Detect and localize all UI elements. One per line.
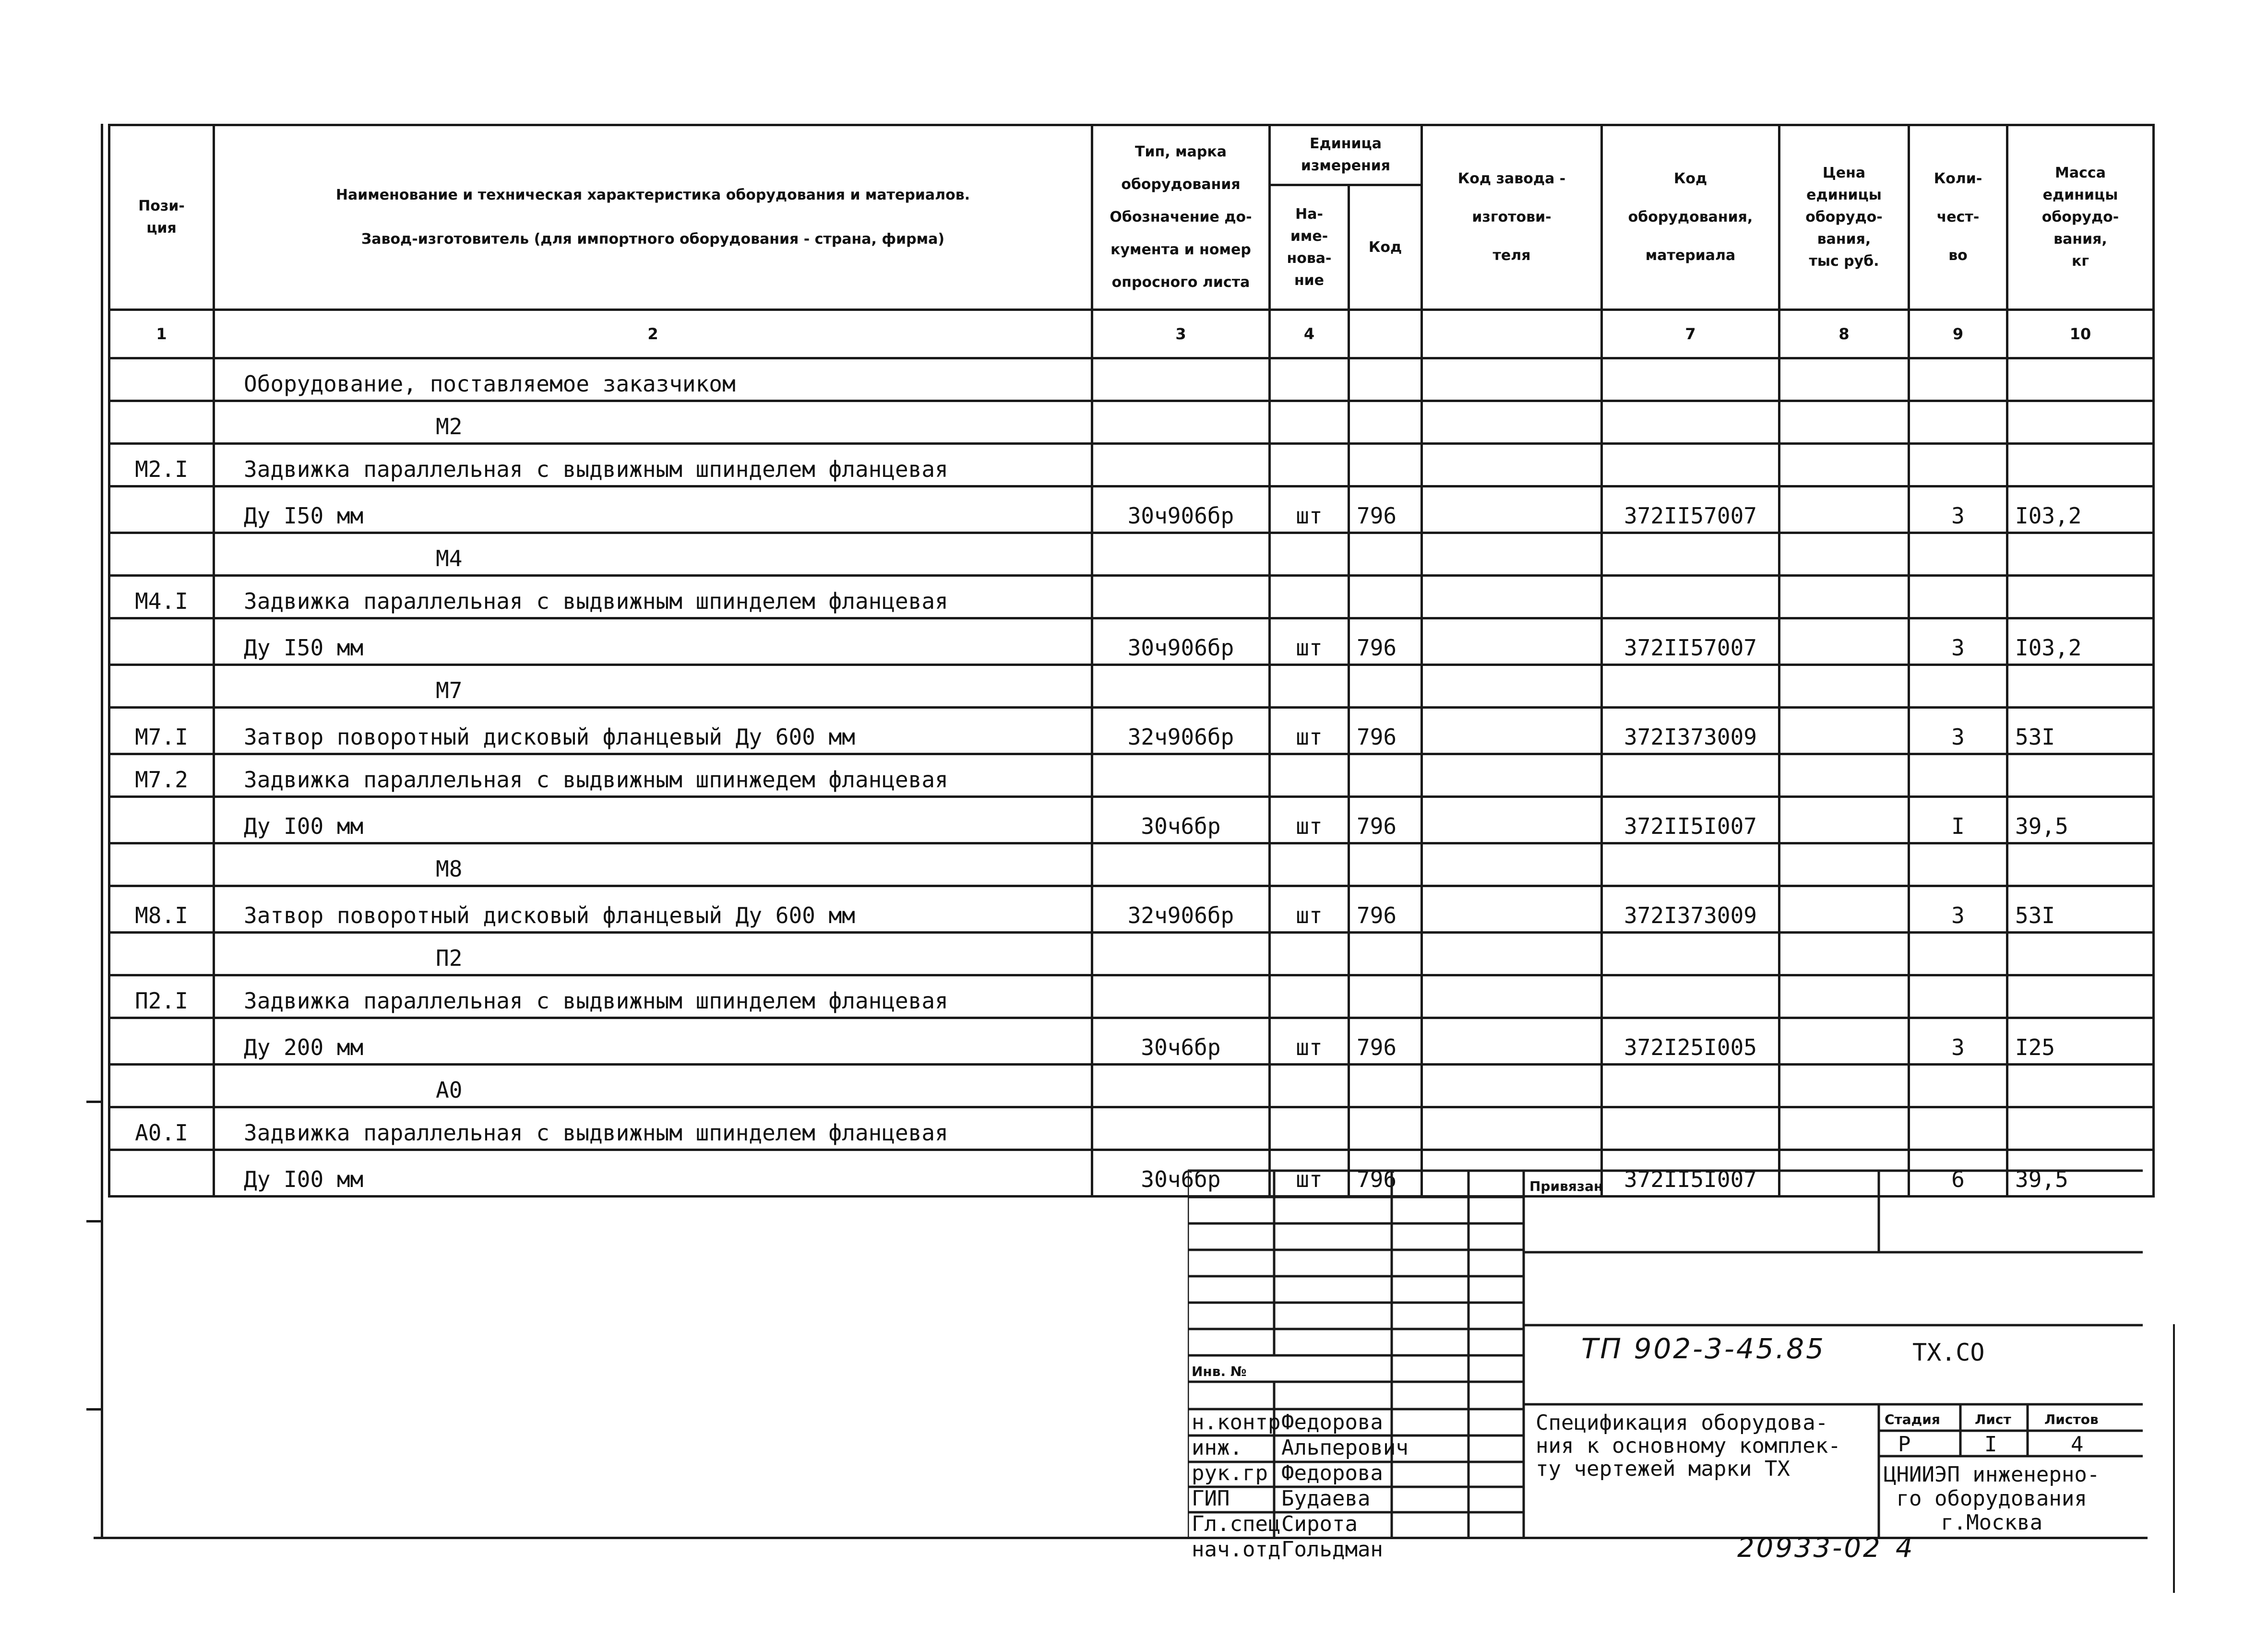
cell-pos bbox=[109, 933, 214, 975]
cell-plant bbox=[1422, 754, 1602, 797]
cell-unit bbox=[1270, 665, 1349, 708]
cell-mass bbox=[2007, 975, 2154, 1018]
privyazan-label: Привязан bbox=[1529, 1178, 1603, 1194]
cell-code bbox=[1349, 576, 1422, 618]
cell-mass: 39,5 bbox=[2007, 1150, 2154, 1197]
cell-unit bbox=[1270, 533, 1349, 576]
cell-unit bbox=[1270, 843, 1349, 886]
cell-mass bbox=[2007, 401, 2154, 444]
cell-price bbox=[1779, 576, 1909, 618]
signer-name: Федорова bbox=[1281, 1461, 1383, 1485]
cell-equip-code: 372II57007 bbox=[1602, 486, 1779, 533]
cell-pos: М7.I bbox=[109, 708, 214, 754]
sheets-value: 4 bbox=[2071, 1432, 2084, 1457]
cell-type bbox=[1092, 1065, 1270, 1107]
header-name: Наименование и техническая характеристика оборудования и материалов. Завод-изготовитель (для импортного оборудования - страна, фирма) bbox=[214, 125, 1092, 310]
cell-pos bbox=[109, 618, 214, 665]
cell-price bbox=[1779, 618, 1909, 665]
cell-mass bbox=[2007, 1065, 2154, 1107]
signer-role: Гл.спец bbox=[1192, 1512, 1281, 1536]
cell-code bbox=[1349, 975, 1422, 1018]
cell-price bbox=[1779, 533, 1909, 576]
cell-name: Ду I00 мм bbox=[214, 1150, 1092, 1197]
column-number: 1 bbox=[109, 310, 214, 358]
table-row bbox=[109, 843, 2154, 886]
cell-unit: шт bbox=[1270, 1018, 1349, 1065]
cell-pos bbox=[109, 533, 214, 576]
cell-pos bbox=[109, 401, 214, 444]
margin-tick bbox=[86, 1408, 103, 1411]
cell-pos: М8.I bbox=[109, 886, 214, 933]
column-number bbox=[1422, 310, 1602, 358]
cell-unit bbox=[1270, 1065, 1349, 1107]
signer-name: Альперович bbox=[1281, 1435, 1409, 1460]
group-label: М4 bbox=[214, 533, 1092, 576]
cell-type: 30ч6бр bbox=[1092, 1018, 1270, 1065]
cell-mass bbox=[2007, 576, 2154, 618]
cell-qty bbox=[1909, 533, 2007, 576]
cell-code bbox=[1349, 533, 1422, 576]
column-number: 10 bbox=[2007, 310, 2154, 358]
cell-qty: 3 bbox=[1909, 886, 2007, 933]
table-row bbox=[109, 933, 2154, 975]
organization-name: ЦНИИЭП инженерно- го оборудования г.Москва bbox=[1884, 1462, 2100, 1535]
cell-type bbox=[1092, 401, 1270, 444]
cell-unit bbox=[1270, 576, 1349, 618]
table-row bbox=[109, 886, 2154, 933]
cell-name: Затвор поворотный дисковый фланцевый Ду 600 мм bbox=[214, 708, 1092, 754]
cell-name: Ду I50 мм bbox=[214, 618, 1092, 665]
cell-price bbox=[1779, 358, 1909, 401]
column-number: 7 bbox=[1602, 310, 1779, 358]
cell-plant bbox=[1422, 843, 1602, 886]
column-number: 2 bbox=[214, 310, 1092, 358]
signer-role: ГИП bbox=[1192, 1486, 1230, 1511]
document-number: ТП 902-3-45.85 bbox=[1581, 1332, 1826, 1365]
cell-qty bbox=[1909, 576, 2007, 618]
cell-code: 796 bbox=[1349, 797, 1422, 843]
cell-pos bbox=[109, 797, 214, 843]
table-row bbox=[109, 618, 2154, 665]
column-number: 8 bbox=[1779, 310, 1909, 358]
header-plant-code: Код завода - изготови- теля bbox=[1422, 125, 1602, 310]
cell-pos bbox=[109, 1065, 214, 1107]
cell-mass: I03,2 bbox=[2007, 486, 2154, 533]
signer-role: н.контр bbox=[1192, 1410, 1281, 1435]
cell-code bbox=[1349, 933, 1422, 975]
cell-name: Задвижка параллельная с выдвижным шпинжедем фланцевая bbox=[214, 754, 1092, 797]
cell-unit: шт bbox=[1270, 797, 1349, 843]
cell-mass bbox=[2007, 665, 2154, 708]
cell-plant bbox=[1422, 618, 1602, 665]
cell-qty: 3 bbox=[1909, 708, 2007, 754]
cell-unit: шт bbox=[1270, 708, 1349, 754]
document-code: ТХ.СО bbox=[1912, 1339, 1985, 1366]
sheets-label: Листов bbox=[2044, 1412, 2099, 1427]
cell-mass bbox=[2007, 358, 2154, 401]
cell-code bbox=[1349, 1107, 1422, 1150]
column-number: 4 bbox=[1270, 310, 1349, 358]
cell-price bbox=[1779, 843, 1909, 886]
cell-pos: М7.2 bbox=[109, 754, 214, 797]
cell-pos: П2.I bbox=[109, 975, 214, 1018]
cell-equip-code bbox=[1602, 975, 1779, 1018]
cell-mass bbox=[2007, 444, 2154, 486]
cell-code: 796 bbox=[1349, 618, 1422, 665]
cell-code bbox=[1349, 843, 1422, 886]
column-number bbox=[1349, 310, 1422, 358]
cell-qty bbox=[1909, 444, 2007, 486]
cell-unit bbox=[1270, 1107, 1349, 1150]
cell-equip-code bbox=[1602, 1107, 1779, 1150]
cell-price bbox=[1779, 1107, 1909, 1150]
cell-price bbox=[1779, 708, 1909, 754]
cell-type: 30ч906бр bbox=[1092, 618, 1270, 665]
cell-mass bbox=[2007, 1107, 2154, 1150]
cell-code: 796 bbox=[1349, 486, 1422, 533]
cell-pos: А0.I bbox=[109, 1107, 214, 1150]
cell-name: Ду 200 мм bbox=[214, 1018, 1092, 1065]
header-quantity: Коли- чест- во bbox=[1909, 125, 2007, 310]
cell-mass: I03,2 bbox=[2007, 618, 2154, 665]
cell-name: Оборудование, поставляемое заказчиком bbox=[214, 358, 1092, 401]
cell-price bbox=[1779, 444, 1909, 486]
cell-equip-code: 372I25I005 bbox=[1602, 1018, 1779, 1065]
cell-pos: М4.I bbox=[109, 576, 214, 618]
table-row bbox=[109, 797, 2154, 843]
cell-type: 32ч906бр bbox=[1092, 886, 1270, 933]
header-equipment-code: Код оборудования, материала bbox=[1602, 125, 1779, 310]
cell-name: Задвижка параллельная с выдвижным шпинделем фланцевая bbox=[214, 975, 1092, 1018]
cell-qty bbox=[1909, 754, 2007, 797]
cell-plant bbox=[1422, 797, 1602, 843]
cell-mass bbox=[2007, 754, 2154, 797]
cell-qty bbox=[1909, 1065, 2007, 1107]
cell-unit bbox=[1270, 401, 1349, 444]
cell-pos bbox=[109, 1150, 214, 1197]
cell-unit: шт bbox=[1270, 618, 1349, 665]
cell-plant bbox=[1422, 708, 1602, 754]
signer-name: Федорова bbox=[1281, 1410, 1383, 1435]
cell-equip-code bbox=[1602, 1065, 1779, 1107]
cell-unit: шт bbox=[1270, 1150, 1349, 1197]
cell-plant bbox=[1422, 975, 1602, 1018]
signer-role: инж. bbox=[1192, 1435, 1242, 1460]
cell-mass: 39,5 bbox=[2007, 797, 2154, 843]
cell-equip-code: 372II57007 bbox=[1602, 618, 1779, 665]
cell-unit bbox=[1270, 358, 1349, 401]
cell-mass: 53I bbox=[2007, 708, 2154, 754]
signer-role: нач.отд bbox=[1192, 1537, 1281, 1562]
archive-number: 20933-02 bbox=[1737, 1532, 1882, 1564]
header-type: Тип, марка оборудования Обозначение до- кумента и номер опросного листа bbox=[1092, 125, 1270, 310]
cell-name: Затвор поворотный дисковый фланцевый Ду 600 мм bbox=[214, 886, 1092, 933]
cell-mass bbox=[2007, 533, 2154, 576]
cell-pos: М2.I bbox=[109, 444, 214, 486]
cell-code: 796 bbox=[1349, 708, 1422, 754]
cell-price bbox=[1779, 754, 1909, 797]
cell-type: 32ч906бр bbox=[1092, 708, 1270, 754]
cell-qty bbox=[1909, 975, 2007, 1018]
document-description: Спецификация оборудова- ния к основному комплек- ту чертежей марки ТХ bbox=[1536, 1411, 1841, 1481]
column-number: 9 bbox=[1909, 310, 2007, 358]
page-number: 4 bbox=[1896, 1532, 1915, 1564]
table-row bbox=[109, 975, 2154, 1018]
cell-unit bbox=[1270, 975, 1349, 1018]
column-numbers-row bbox=[109, 310, 2154, 358]
cell-plant bbox=[1422, 486, 1602, 533]
header-unit-code: Код bbox=[1349, 185, 1422, 310]
header-unit-group: Единица измерения bbox=[1270, 125, 1422, 185]
specification-table bbox=[108, 124, 2155, 1198]
signer-name: Будаева bbox=[1281, 1486, 1371, 1511]
cell-type: 30ч6бр bbox=[1092, 1150, 1270, 1197]
cell-equip-code bbox=[1602, 665, 1779, 708]
table-row bbox=[109, 1065, 2154, 1107]
cell-unit: шт bbox=[1270, 486, 1349, 533]
cell-qty: 3 bbox=[1909, 1018, 2007, 1065]
cell-price bbox=[1779, 797, 1909, 843]
cell-qty bbox=[1909, 933, 2007, 975]
cell-equip-code: 372I373009 bbox=[1602, 708, 1779, 754]
cell-name: Ду I00 мм bbox=[214, 797, 1092, 843]
cell-mass: 53I bbox=[2007, 886, 2154, 933]
cell-qty: 3 bbox=[1909, 486, 2007, 533]
cell-plant bbox=[1422, 576, 1602, 618]
table-row bbox=[109, 754, 2154, 797]
cell-unit: шт bbox=[1270, 886, 1349, 933]
cell-pos bbox=[109, 1018, 214, 1065]
cell-price bbox=[1779, 401, 1909, 444]
cell-code: 796 bbox=[1349, 1018, 1422, 1065]
cell-mass: I25 bbox=[2007, 1018, 2154, 1065]
column-number: 3 bbox=[1092, 310, 1270, 358]
cell-plant bbox=[1422, 533, 1602, 576]
frame-right-edge bbox=[2173, 1324, 2175, 1593]
cell-plant bbox=[1422, 1065, 1602, 1107]
cell-name: Ду I50 мм bbox=[214, 486, 1092, 533]
table-row bbox=[109, 533, 2154, 576]
cell-plant bbox=[1422, 665, 1602, 708]
cell-code bbox=[1349, 444, 1422, 486]
cell-equip-code bbox=[1602, 444, 1779, 486]
cell-type bbox=[1092, 754, 1270, 797]
header-unit-name: На- име- нова- ние bbox=[1270, 185, 1349, 310]
cell-code bbox=[1349, 401, 1422, 444]
cell-plant bbox=[1422, 1018, 1602, 1065]
cell-qty bbox=[1909, 665, 2007, 708]
cell-price bbox=[1779, 975, 1909, 1018]
cell-equip-code bbox=[1602, 358, 1779, 401]
cell-code bbox=[1349, 754, 1422, 797]
stage-value: Р bbox=[1898, 1432, 1911, 1457]
table-row bbox=[109, 1107, 2154, 1150]
cell-plant bbox=[1422, 444, 1602, 486]
cell-equip-code bbox=[1602, 843, 1779, 886]
cell-price bbox=[1779, 486, 1909, 533]
table-row bbox=[109, 576, 2154, 618]
cell-name: Задвижка параллельная с выдвижным шпинделем фланцевая bbox=[214, 1107, 1092, 1150]
cell-price bbox=[1779, 886, 1909, 933]
cell-mass bbox=[2007, 843, 2154, 886]
cell-name: Задвижка параллельная с выдвижным шпинделем фланцевая bbox=[214, 576, 1092, 618]
table-row bbox=[109, 665, 2154, 708]
sheet-label: Лист bbox=[1975, 1412, 2011, 1427]
sheet-value: I bbox=[1984, 1432, 1997, 1457]
group-label: М2 bbox=[214, 401, 1092, 444]
cell-plant bbox=[1422, 358, 1602, 401]
cell-price bbox=[1779, 933, 1909, 975]
table-row bbox=[109, 486, 2154, 533]
cell-code: 796 bbox=[1349, 1150, 1422, 1197]
cell-type bbox=[1092, 843, 1270, 886]
signer-name: Гольдман bbox=[1281, 1537, 1383, 1562]
cell-qty bbox=[1909, 843, 2007, 886]
cell-code bbox=[1349, 1065, 1422, 1107]
table-row bbox=[109, 401, 2154, 444]
cell-type bbox=[1092, 933, 1270, 975]
cell-plant bbox=[1422, 933, 1602, 975]
table-row bbox=[109, 1018, 2154, 1065]
group-label: П2 bbox=[214, 933, 1092, 975]
header-position: Пози- ция bbox=[109, 125, 214, 310]
group-label: А0 bbox=[214, 1065, 1092, 1107]
cell-qty: 6 bbox=[1909, 1150, 2007, 1197]
cell-equip-code: 372II5I007 bbox=[1602, 1150, 1779, 1197]
group-label: М8 bbox=[214, 843, 1092, 886]
cell-mass bbox=[2007, 933, 2154, 975]
signer-name: Сирота bbox=[1281, 1512, 1358, 1536]
cell-type: 30ч6бр bbox=[1092, 797, 1270, 843]
cell-qty: I bbox=[1909, 797, 2007, 843]
cell-unit bbox=[1270, 754, 1349, 797]
margin-tick bbox=[86, 1220, 103, 1222]
cell-type bbox=[1092, 358, 1270, 401]
cell-equip-code: 372II5I007 bbox=[1602, 797, 1779, 843]
cell-code bbox=[1349, 358, 1422, 401]
cell-code: 796 bbox=[1349, 886, 1422, 933]
stage-label: Стадия bbox=[1885, 1412, 1940, 1427]
cell-price bbox=[1779, 1065, 1909, 1107]
header-mass: Масса единицы оборудо- вания, кг bbox=[2007, 125, 2154, 310]
table-row bbox=[109, 708, 2154, 754]
cell-type bbox=[1092, 533, 1270, 576]
cell-equip-code bbox=[1602, 401, 1779, 444]
cell-name: Задвижка параллельная с выдвижным шпинделем фланцевая bbox=[214, 444, 1092, 486]
cell-type bbox=[1092, 444, 1270, 486]
cell-price bbox=[1779, 1018, 1909, 1065]
cell-qty: 3 bbox=[1909, 618, 2007, 665]
cell-qty bbox=[1909, 358, 2007, 401]
cell-unit bbox=[1270, 444, 1349, 486]
cell-code bbox=[1349, 665, 1422, 708]
cell-equip-code bbox=[1602, 576, 1779, 618]
cell-qty bbox=[1909, 401, 2007, 444]
cell-type bbox=[1092, 1107, 1270, 1150]
cell-type bbox=[1092, 576, 1270, 618]
cell-equip-code bbox=[1602, 933, 1779, 975]
cell-type: 30ч906бр bbox=[1092, 486, 1270, 533]
inventory-number-label: Инв. № bbox=[1192, 1364, 1247, 1379]
cell-pos bbox=[109, 665, 214, 708]
cell-type bbox=[1092, 665, 1270, 708]
cell-pos bbox=[109, 486, 214, 533]
cell-plant bbox=[1422, 1107, 1602, 1150]
cell-equip-code bbox=[1602, 754, 1779, 797]
margin-tick bbox=[86, 1101, 103, 1103]
frame-left-line bbox=[101, 124, 103, 1539]
cell-type bbox=[1092, 975, 1270, 1018]
cell-equip-code: 372I373009 bbox=[1602, 886, 1779, 933]
cell-qty bbox=[1909, 1107, 2007, 1150]
table-row bbox=[109, 444, 2154, 486]
cell-pos bbox=[109, 843, 214, 886]
group-label: М7 bbox=[214, 665, 1092, 708]
cell-unit bbox=[1270, 933, 1349, 975]
cell-price bbox=[1779, 665, 1909, 708]
table-row bbox=[109, 358, 2154, 401]
header-price: Цена единицы оборудо- вания, тыс руб. bbox=[1779, 125, 1909, 310]
cell-plant bbox=[1422, 886, 1602, 933]
cell-pos bbox=[109, 358, 214, 401]
cell-equip-code bbox=[1602, 533, 1779, 576]
signer-role: рук.гр bbox=[1192, 1461, 1268, 1485]
cell-plant bbox=[1422, 401, 1602, 444]
